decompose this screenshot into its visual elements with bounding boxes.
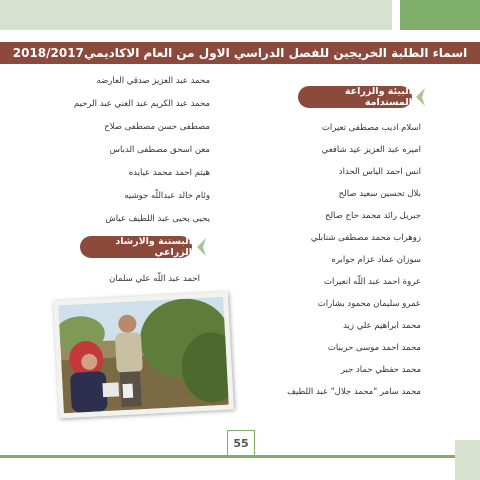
student-name: محمد حفظي حماد جبر bbox=[340, 365, 421, 375]
footer-line bbox=[0, 455, 480, 458]
student-name: محمد احمد موسى حريبات bbox=[327, 343, 421, 353]
student-name: هيثم احمد محمد عيايده bbox=[128, 168, 210, 178]
student-name: بلال تحسين سعيد صالح bbox=[338, 189, 421, 199]
section-label-horticulture: البستنة والارشاد الزراعي bbox=[80, 236, 192, 258]
student-name: احمد عبد اللّه علي سلمان bbox=[109, 274, 200, 284]
student-name: مصطفى حسن مصطفى صلاح bbox=[104, 122, 210, 132]
page-title: اسماء الطلبة الخريجين للفصل الدراسي الاول من العام الاكاديمي2018/2017 bbox=[0, 42, 480, 64]
student-name: عمرو سليمان محمود بشارات bbox=[317, 299, 421, 309]
header-decoration-right bbox=[400, 0, 480, 30]
photo-frame bbox=[53, 292, 234, 419]
student-name: سوزان عماد عزام جوابره bbox=[331, 255, 421, 265]
field-photo bbox=[58, 297, 228, 413]
corner-decoration bbox=[455, 440, 480, 480]
chevron-left-icon bbox=[194, 236, 210, 258]
student-name: محمد عبد العزيز صدقي العارضه bbox=[96, 76, 210, 86]
student-name: محمد عبد الكريم عبد الغني عبد الرحيم bbox=[73, 99, 210, 109]
student-name: محمد سامر "محمد جلال" عبد اللطيف bbox=[287, 387, 421, 397]
chevron-left-icon bbox=[413, 86, 429, 108]
student-name: وئام خالد عبداللّه جوشيه bbox=[124, 191, 210, 201]
student-name: اميره عبد العزيز عيد شافعي bbox=[321, 145, 421, 155]
header-decoration-left bbox=[0, 0, 392, 30]
student-name: عروة احمد عبد اللّه انعيرات bbox=[324, 277, 421, 287]
section-label-environment: البيئة والزراعة المستدامة bbox=[298, 86, 412, 108]
horticulture-names bbox=[80, 268, 200, 290]
student-name: زوهراب محمد مصطفى شنابلي bbox=[310, 233, 421, 243]
student-name: معن اسحق مصطفى الدباس bbox=[109, 145, 210, 155]
student-name: اسلام اديب مصطفى تعيرات bbox=[321, 123, 421, 133]
student-name: جبريل رائد محمد حاج صالح bbox=[324, 211, 421, 221]
student-name: يحيى يحيى عبد اللطيف عياش bbox=[105, 214, 210, 224]
names-column-right bbox=[245, 117, 421, 403]
page-number: 55 bbox=[227, 430, 255, 456]
student-name: انس احمد الياس الحداد bbox=[338, 167, 421, 177]
student-name: محمد ابراهيم علي زيد bbox=[343, 321, 421, 331]
names-column-left bbox=[60, 70, 210, 231]
